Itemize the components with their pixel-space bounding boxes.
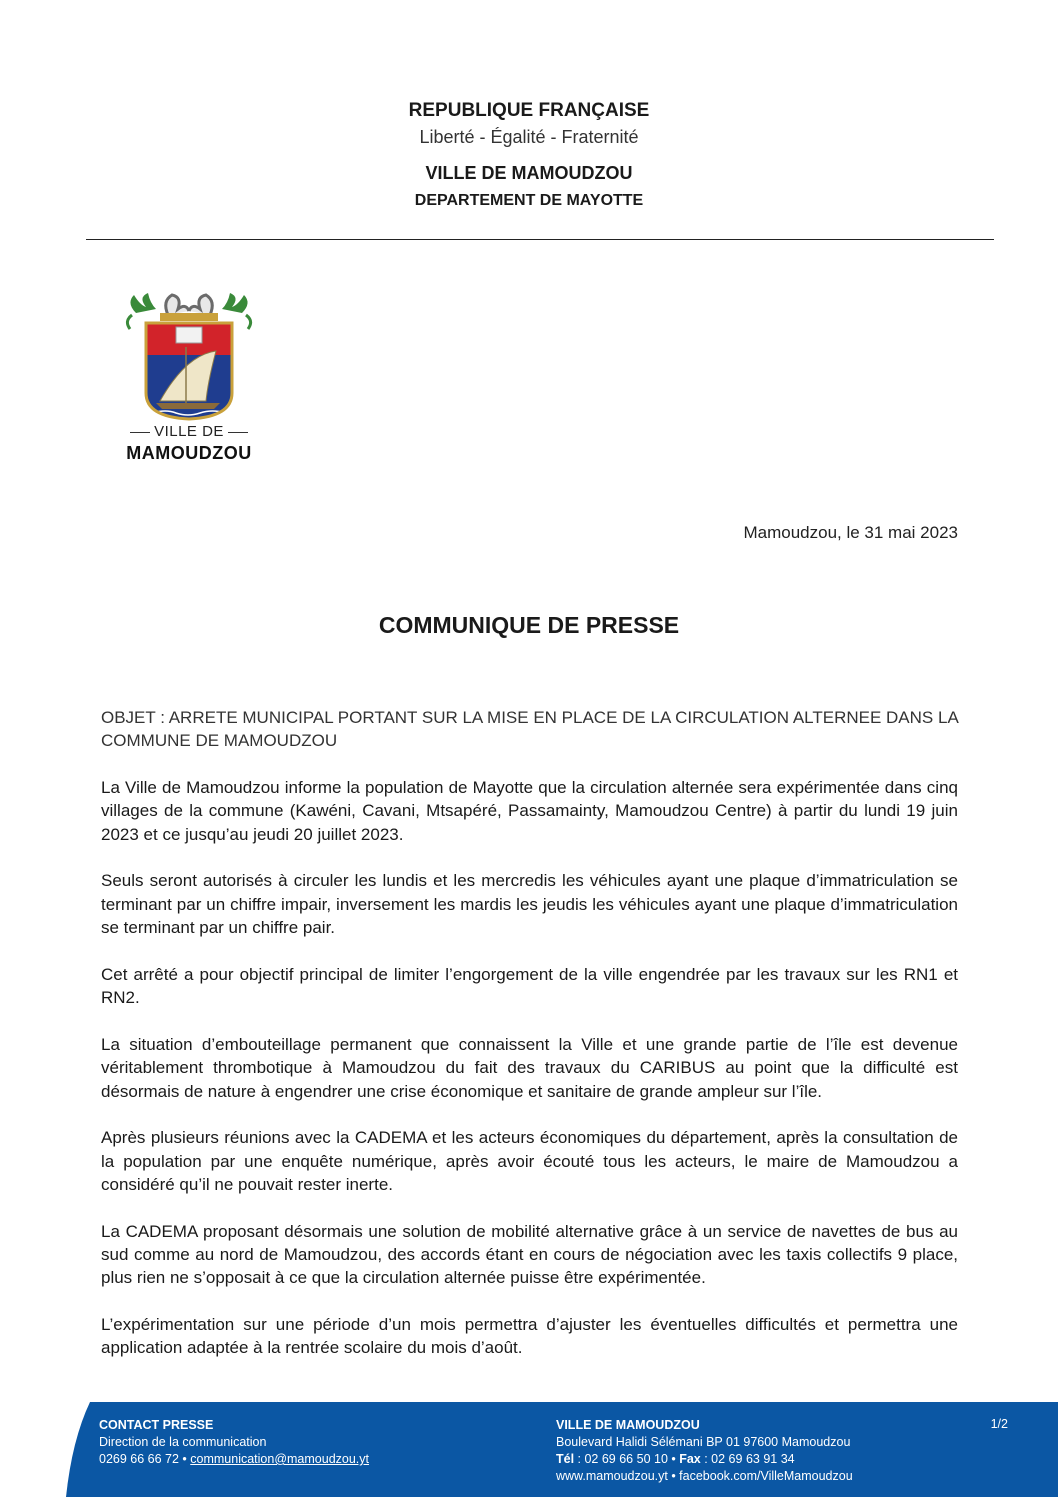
footer-contact-line	[99, 1451, 369, 1468]
paragraph-cadema: La CADEMA proposant désormais une solution de mobilité alternative grâce à un service de navettes de bus au sud comme au nord de Mamoudzou, des accords étant en cours de négociation avec les taxis collectifs 9 place, plus rien ne s’opposait à ce que la circulation alternée puisse être expérimentée.	[101, 1221, 958, 1288]
logo-dash-left	[130, 432, 150, 433]
footer-contact-phone: 0269 66 66 72 •	[99, 1452, 191, 1466]
footer-contact-dept: Direction de la communication	[99, 1435, 267, 1449]
republic-motto: Liberté - Égalité - Fraternité	[419, 127, 639, 147]
paragraph-announcement: La Ville de Mamoudzou informe la population de Mayotte que la circulation alternée sera expérimentée dans cinq villages de la commune (Kawéni, Cavani, Mtsapéré, Passamainty, Mamoudzou Centre) à partir du lundi 19 juin 2023 et ce jusqu’au jeudi 20 juillet 2023.	[101, 778, 958, 844]
footer-fax-value: : 02 69 63 91 34	[700, 1452, 795, 1466]
document-body	[101, 706, 958, 1383]
footer-fax-label: Fax	[679, 1452, 701, 1466]
logo-dash-right	[228, 432, 248, 433]
footer-page-number: 1/2	[990, 1417, 1008, 1431]
city-heading: VILLE DE MAMOUDZOU	[425, 163, 633, 183]
footer-city	[556, 1417, 853, 1485]
paragraph-experiment: L’expérimentation sur une période d’un mois permettra d’ajuster les éventuelles difficultés et permettra une application adaptée à la rentrée scolaire du mois d’août.	[101, 1315, 958, 1358]
paragraph-objet: OBJET : ARRETE MUNICIPAL PORTANT SUR LA MISE EN PLACE DE LA CIRCULATION ALTERNEE DANS LA COMMUNE DE MAMOUDZOU	[101, 708, 958, 751]
paragraph-objective: Cet arrêté a pour objectif principal de limiter l’engorgement de la ville engendrée par les travaux sur les RN1 et RN2.	[101, 964, 958, 1008]
footer-tel-value: : 02 69 66 50 10 •	[574, 1452, 680, 1466]
footer-city-title: VILLE DE MAMOUDZOU	[556, 1418, 700, 1432]
footer-tel-label: Tél	[556, 1452, 575, 1466]
document-title: COMMUNIQUE DE PRESSE	[378, 612, 680, 638]
republic-heading: REPUBLIQUE FRANÇAISE	[408, 100, 650, 121]
footer-contact	[99, 1417, 369, 1468]
footer-tel-fax	[556, 1451, 853, 1468]
footer-web: www.mamoudzou.yt • facebook.com/VilleMamoudzou	[556, 1469, 853, 1483]
document-date: Mamoudzou, le 31 mai 2023	[743, 523, 958, 542]
logo-caption-mamoudzou: MAMOUDZOU	[126, 443, 252, 463]
paragraph-situation: La situation d’embouteillage permanent que connaissent la Ville et une grande partie de l’île est devenue véritablement thrombotique à Mamoudzou du fait des travaux du CARIBUS au point que la difficulté est désormais de nature à engendrer une crise économique et sanitaire de grande ampleur sur l’île.	[101, 1034, 958, 1101]
header-divider	[86, 239, 994, 240]
footer-contact-email-link[interactable]: communication@mamoudzou.yt	[190, 1452, 370, 1466]
footer-address: Boulevard Halidi Sélémani BP 01 97600 Mamoudzou	[556, 1435, 851, 1449]
logo-caption-top	[116, 423, 262, 440]
document-header	[0, 98, 1058, 214]
paragraph-meetings: Après plusieurs réunions avec la CADEMA et les acteurs économiques du département, après la consultation de la population par une enquête numérique, après avoir écouté tous les acteurs, le maire de Mamoudzou a considéré qu’il ne pouvait rester inerte.	[101, 1128, 958, 1194]
department-heading: DEPARTEMENT DE MAYOTTE	[414, 192, 644, 209]
logo-caption-ville-de: VILLE DE	[154, 423, 224, 440]
paragraph-rules: Seuls seront autorisés à circuler les lundis et les mercredis les véhicules ayant une plaque d’immatriculation se terminant par un chiffre impair, inversement les mardis les jeudis les véhicules ayant une plaque d’immatriculation se terminant par un chiffre pair.	[101, 871, 958, 938]
footer-contact-title: CONTACT PRESSE	[99, 1418, 214, 1432]
